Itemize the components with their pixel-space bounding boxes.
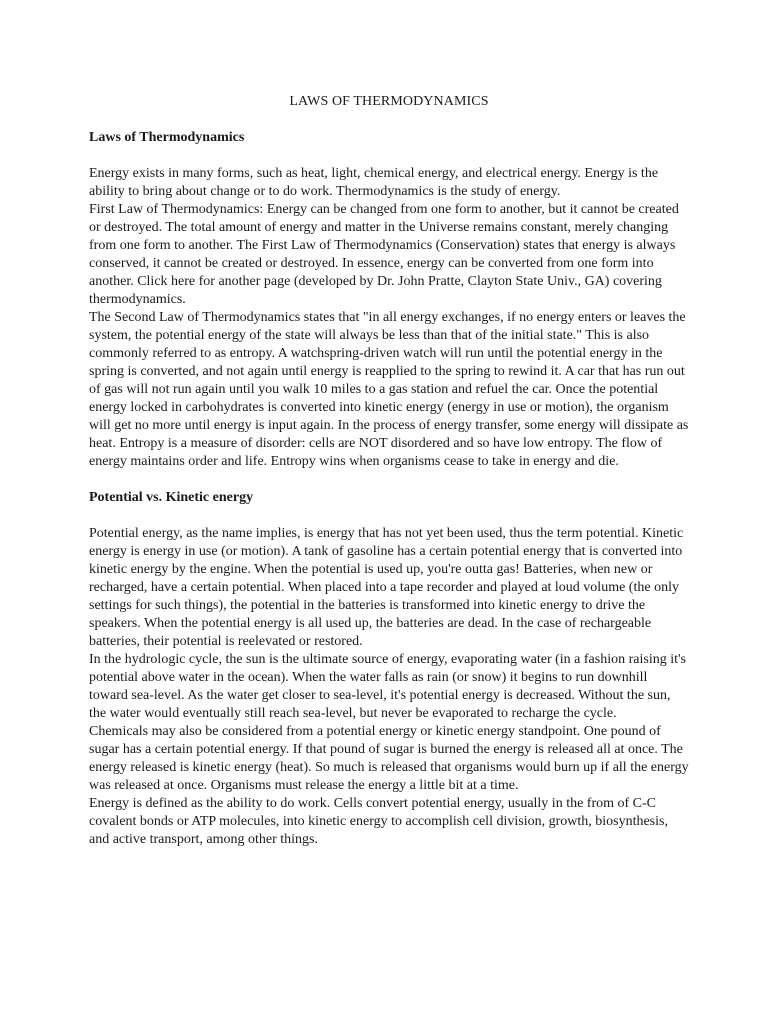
section-heading: Potential vs. Kinetic energy	[89, 490, 254, 505]
section-heading: Laws of Thermodynamics	[89, 130, 245, 145]
paragraph: Energy is defined as the ability to do work. Cells convert potential energy, usually in the from of C-C covalent bonds or ATP molecules, into kinetic energy to accomplish cell division, growth, biosynthesis, and active transport, among other things.	[89, 796, 668, 847]
paragraph: Energy exists in many forms, such as heat, light, chemical energy, and electrical energy. Energy is the ability to bring about change or to do work. Thermodynamics is the study of energy.	[89, 166, 659, 199]
section-laws-of-thermodynamics	[89, 129, 689, 471]
document-body	[89, 93, 689, 867]
paragraph: Potential energy, as the name implies, is energy that has not yet been used, thus the term potential. Kinetic energy is energy in use (or motion). A tank of gasoline has a certain potential energy that is converted into kinetic energy by the engine. When the potential is used up, you're outta gas! Batteries, when new or recharged, have a certain potential. When placed into a tape recorder and played at loud volume (the only settings for such things), the potential in the batteries is transformed into kinetic energy to drive the speakers. When the potential energy is all used up, the batteries are dead. In the case of rechargeable batteries, their potential is reelevated or restored.	[89, 526, 684, 649]
paragraph: In the hydrologic cycle, the sun is the ultimate source of energy, evaporating water (in a fashion raising it's potential above water in the ocean). When the water falls as rain (or snow) it begins to run downhill toward sea-level. As the water get closer to sea-level, it's potential energy is decreased. Without the sun, the water would eventually still reach sea-level, but never be evaporated to recharge the cycle.	[89, 652, 686, 721]
paragraph: Chemicals may also be considered from a potential energy or kinetic energy standpoint. One pound of sugar has a certain potential energy. If that pound of sugar is burned the energy is released all at once. The energy released is kinetic energy (heat). So much is released that organisms would burn up if all the energy was released at once. Organisms must release the energy a little bit at a time.	[89, 724, 689, 793]
section-potential-vs-kinetic	[89, 489, 689, 849]
paragraph: First Law of Thermodynamics: Energy can be changed from one form to another, but it cannot be created or destroyed. The total amount of energy and matter in the Universe remains constant, merely changing from one form to another. The First Law of Thermodynamics (Conservation) states that energy is always conserved, it cannot be created or destroyed. In essence, energy can be converted from one form into another. Click here for another page (developed by Dr. John Pratte, Clayton State Univ., GA) covering thermodynamics.	[89, 202, 679, 307]
document-title: LAWS OF THERMODYNAMICS	[289, 94, 489, 109]
paragraph: The Second Law of Thermodynamics states that "in all energy exchanges, if no energy enters or leaves the system, the potential energy of the state will always be less than that of the initial state." This is also commonly referred to as entropy. A watchspring-driven watch will run until the potential energy in the spring is converted, and not again until energy is reapplied to the spring to rewind it. A car that has run out of gas will not run again until you walk 10 miles to a gas station and refuel the car. Once the potential energy locked in carbohydrates is converted into kinetic energy (energy in use or motion), the organism will get no more until energy is input again. In the process of energy transfer, some energy will dissipate as heat. Entropy is a measure of disorder: cells are NOT disordered and so have low entropy. The flow of energy maintains order and life. Entropy wins when organisms cease to take in energy and die.	[89, 310, 689, 469]
